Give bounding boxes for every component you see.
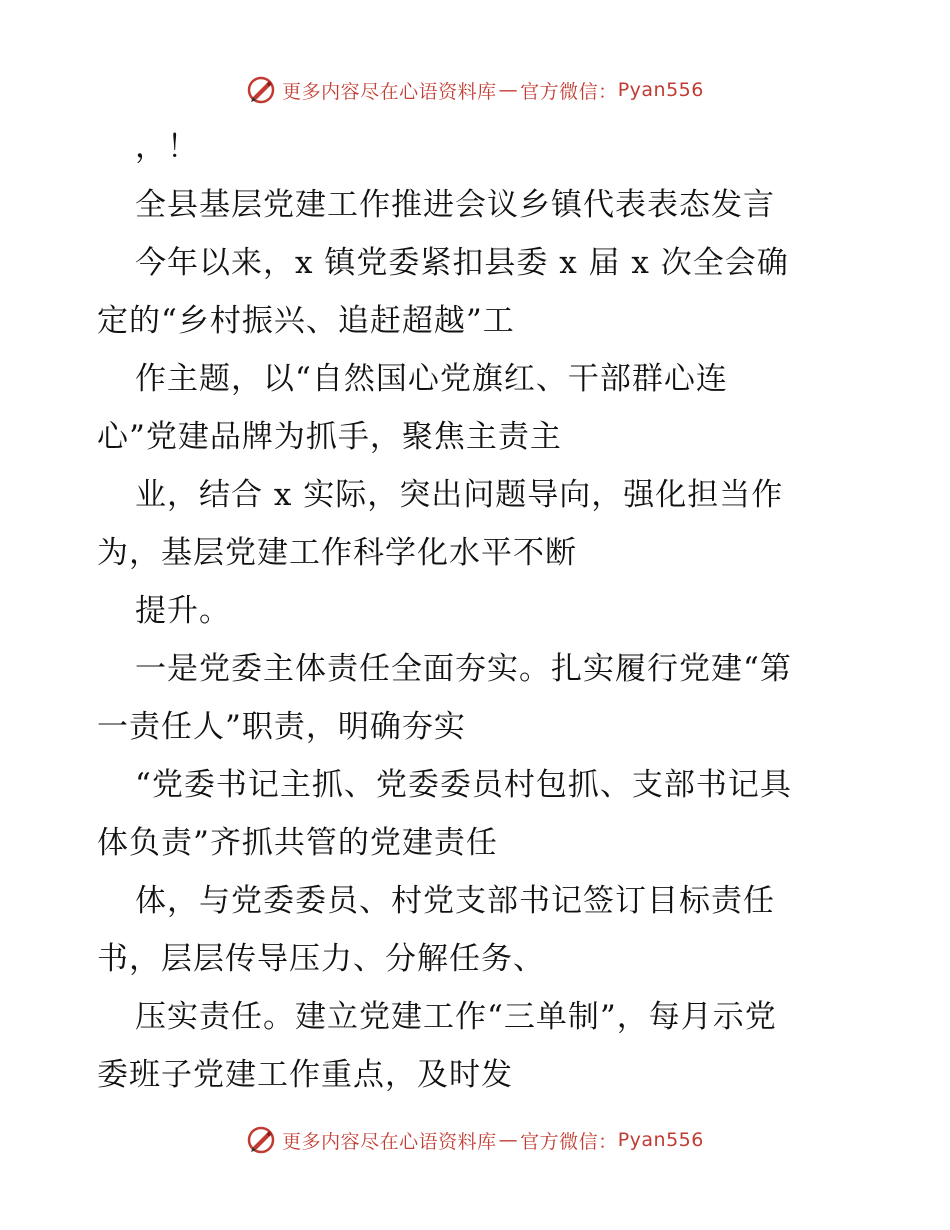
body-line: ，！ (135, 129, 199, 165)
body-line: 今年以来，x 镇党委紧扣县委 x 届 x 次全会确 (135, 245, 789, 281)
header-watermark-dash: — (498, 79, 519, 101)
footer-watermark-dash: — (498, 1129, 519, 1151)
body-line: 定的“乡村振兴、追赶超越”工 (97, 303, 515, 339)
body-line: 一责任人”职责，明确夯实 (97, 709, 466, 745)
body-line: 体负责”齐抓共管的党建责任 (97, 825, 498, 861)
body-line: 提升。 (135, 593, 231, 629)
body-line: 书，层层传导压力、分解任务、 (97, 941, 545, 977)
header-watermark-text: 更多内容尽在心语资料库 (282, 80, 497, 103)
document-title: 全县基层党建工作推进会议乡镇代表表态发言 (135, 187, 775, 223)
footer-watermark-text: 更多内容尽在心语资料库 (282, 1130, 497, 1153)
body-line: 作主题，以“自然国心党旗红、干部群心连 (135, 361, 728, 397)
body-line: 体，与党委委员、村党支部书记签订目标责任 (135, 883, 775, 919)
body-line: 一是党委主体责任全面夯实。扎实履行党建“第 (135, 651, 792, 687)
footer-watermark (0, 1120, 950, 1160)
body-line: “党委书记主抓、党委委员村包抓、支部书记具 (135, 767, 792, 803)
header-watermark-account: Pyan556 (617, 79, 704, 101)
footer-watermark-account: Pyan556 (617, 1129, 704, 1151)
body-line: 压实责任。建立党建工作“三单制”，每月示党 (135, 999, 777, 1035)
body-line: 委班子党建工作重点，及时发 (97, 1057, 513, 1093)
footer-watermark-label: 官方微信： (520, 1130, 618, 1153)
body-line: 为，基层党建工作科学化水平不断 (97, 535, 577, 571)
pen-logo-icon (246, 1125, 276, 1155)
body-line: 心”党建品牌为抓手，聚焦主责主 (97, 419, 562, 455)
body-line: 业，结合 x 实际，突出问题导向，强化担当作 (135, 477, 784, 513)
header-watermark-label: 官方微信： (520, 80, 618, 103)
